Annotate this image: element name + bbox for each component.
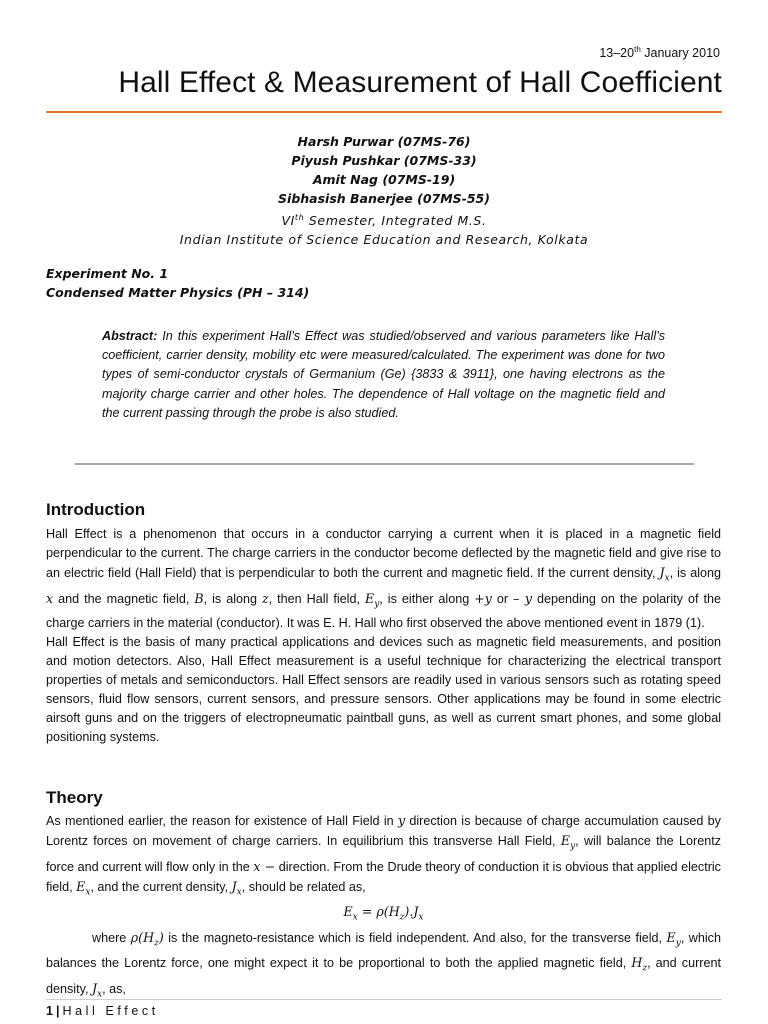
theory-body	[46, 811, 721, 1004]
introduction-heading: Introduction	[46, 500, 146, 519]
paper-title: Hall Effect & Measurement of Hall Coefficient	[118, 66, 722, 99]
page-footer	[46, 1004, 159, 1018]
date-line	[599, 45, 720, 60]
experiment-info	[46, 264, 309, 302]
abstract-label: Abstract:	[102, 329, 158, 343]
introduction-paragraph-1: Hall Effect is a phenomenon that occurs in a conductor carrying a current when it is placed in a magnetic field perpendicular to the current. The charge carriers in the conductor become deflected by the magnetic field and give rise to an electric field (Hall Field) that is perpendicular to both the current and magnetic field. If the current density, $J_x$, is along x and the magnetic field, B, is along z, then Hall field, $E_y$, is either along +y or – y depending on the polarity of the charge carriers in the material (conductor). It was E. H. Hall who first observed the above mentioned event in 1879 (1).	[46, 527, 722, 631]
abstract-divider	[75, 463, 694, 465]
author-name: Piyush Pushkar (07MS-33)	[291, 153, 477, 168]
institute-line: Indian Institute of Science Education and Research, Kolkata	[179, 232, 589, 248]
theory-paragraph-1: As mentioned earlier, the reason for existence of Hall Field in y direction is because of charge accumulation caused by Lorentz forces on movement of charge carriers. In equilibrium this transverse Hall Field, $E_y$, will balance the Lorentz force and current will flow only in the x − direction. From the Drude theory of conduction it is obvious that applied electric field, $E_x$, and the current density, $J_x$, should be related as,	[46, 813, 721, 898]
experiment-number: Experiment No. 1	[46, 266, 169, 281]
course-name: Condensed Matter Physics (PH – 314)	[46, 285, 310, 300]
abstract-text: In this experiment Hall’s Effect was studied/observed and various parameters like Hall’s coefficient, carrier density, mobility etc were measured/calculated. The experiment was done for two types of semi-conductor crystals of Germanium (Ge) {3833 & 3911}, one having electrons as the majority charge carrier and other holes. The dependence of Hall voltage on the magnetic field and the current passing through the probe is also studied.	[102, 329, 665, 420]
abstract	[102, 327, 665, 423]
theory-heading: Theory	[46, 788, 103, 807]
author-block	[0, 132, 768, 249]
title-divider	[46, 111, 722, 113]
footer-divider	[46, 999, 722, 1000]
author-name: Harsh Purwar (07MS-76)	[297, 134, 471, 149]
author-name: Sibhasish Banerjee (07MS-55)	[278, 191, 490, 206]
page-number: 1	[46, 1004, 53, 1018]
footer-label: Hall Effect	[62, 1004, 159, 1018]
date-month-year: January 2010	[640, 46, 720, 61]
footer-separator: |	[55, 1004, 60, 1018]
equation-drude: $E_x = \rho(H_z).J_x$	[343, 904, 424, 923]
introduction-paragraph-2: Hall Effect is the basis of many practical applications and devices such as magnetic field measurements, and position and motion detectors. Also, Hall Effect measurement is a useful technique for characterizing the electrical transport properties of metals and semiconductors. Hall Effect sensors are readily used in various sensors such as rotating speed sensors, fluid flow sensors, current sensors, and pressure sensors. Other applications may be found in some electric airsoft guns and on the triggers of electropneumatic paintball guns, as well as current smart phones, and some global positioning systems.	[46, 635, 721, 745]
date-suffix: th	[634, 45, 641, 54]
introduction-body	[46, 525, 721, 747]
semester-line: VIth Semester, Integrated M.S.	[281, 213, 487, 229]
author-name: Amit Nag (07MS-19)	[312, 172, 456, 187]
date-range: 13–20	[599, 46, 635, 61]
theory-paragraph-2: where $\rho(H_z)$ is the magneto-resistance which is field independent. And also, for the transverse field, $E_y$, which balances the Lorentz force, one might expect it to be proportional to both the applied magnetic field, $H_z$, and current density, $J_x$, as,	[46, 929, 721, 1000]
